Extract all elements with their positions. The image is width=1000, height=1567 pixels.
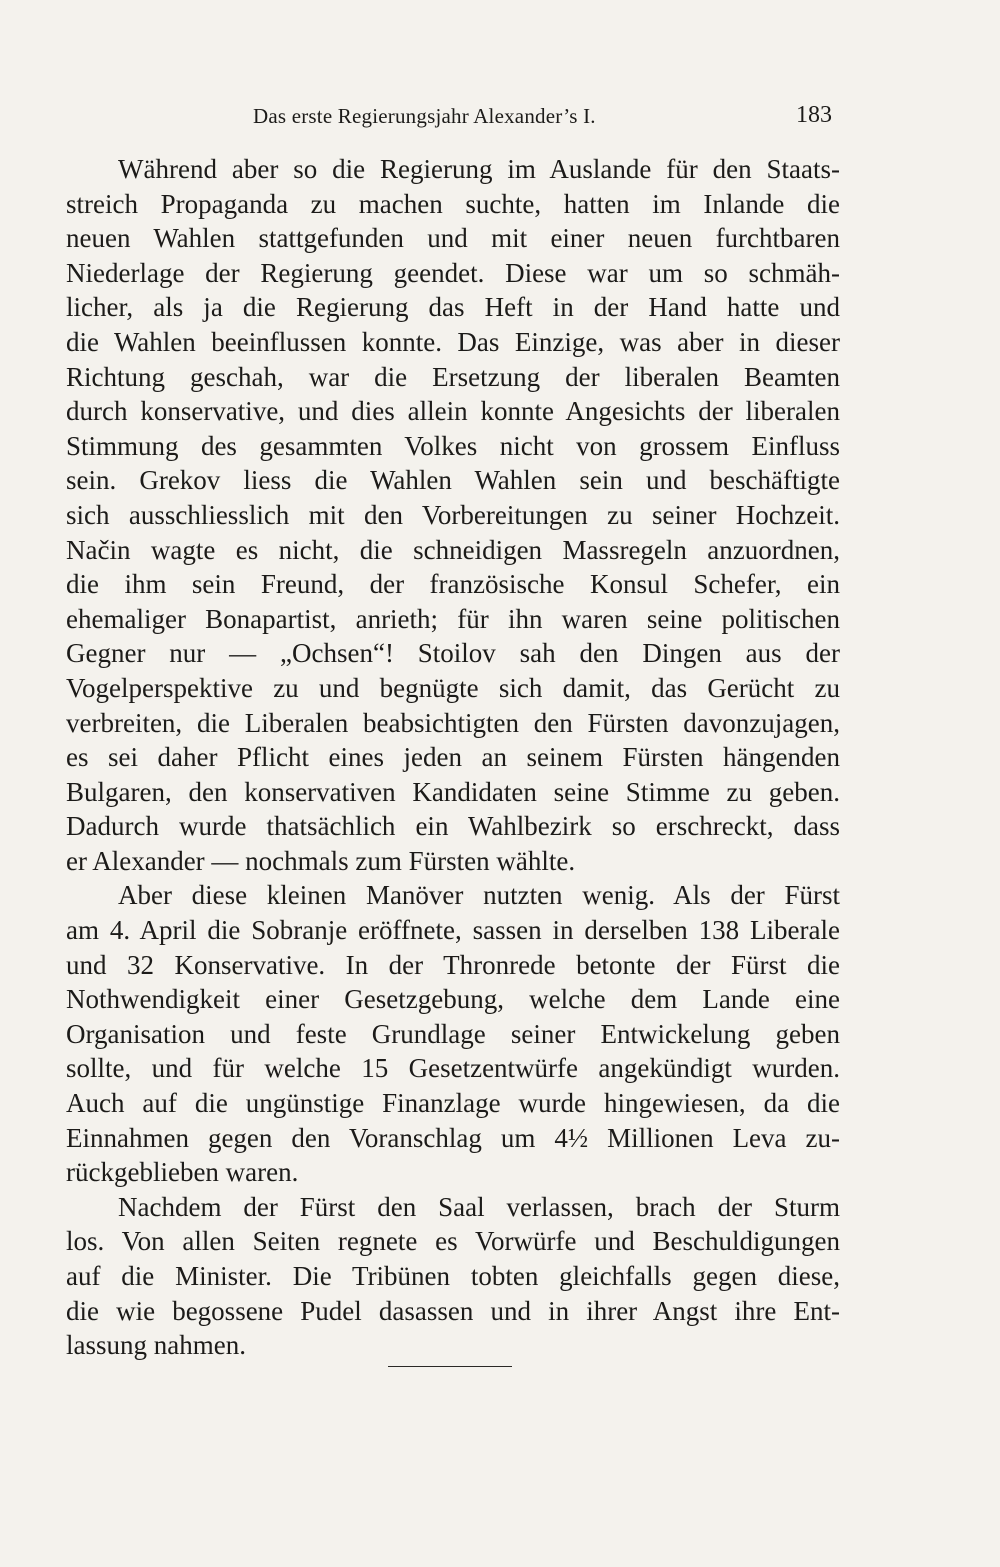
body-text	[66, 152, 840, 1363]
text-line: Gegner nur — „Ochsen“! Stoilov sah den Dingen aus der	[66, 638, 840, 669]
text-line: es sei daher Pflicht eines jeden an seinem Fürsten hängenden	[66, 742, 840, 773]
text-line: Način wagte es nicht, die schneidigen Massregeln anzuordnen,	[66, 534, 840, 565]
paragraph-3	[66, 1190, 840, 1363]
text-line: Richtung geschah, war die Ersetzung der liberalen Beamten	[66, 361, 840, 392]
text-line: sein. Grekov liess die Wahlen Wahlen sein und beschäftigte	[66, 465, 840, 496]
text-line: durch konservative, und dies allein konnte Angesichts der liberalen	[66, 396, 840, 427]
text-line: Aber diese kleinen Manöver nutzten wenig. Als der Fürst	[118, 880, 840, 911]
text-line: Niederlage der Regierung geendet. Diese war um so schmäh-	[66, 257, 840, 288]
text-line: streich Propaganda zu machen suchte, hatten im Inlande die	[66, 188, 840, 219]
text-line: Organisation und feste Grundlage seiner Entwickelung geben	[66, 1018, 840, 1049]
running-title: Das erste Regierungsjahr Alexander’s I.	[253, 104, 596, 128]
text-line: licher, als ja die Regierung das Heft in der Hand hatte und	[66, 292, 840, 323]
text-line: sich ausschliesslich mit den Vorbereitungen zu seiner Hochzeit.	[66, 499, 840, 530]
text-line: am 4. April die Sobranje eröffnete, sassen in derselben 138 Liberale	[66, 915, 840, 946]
text-line: und 32 Konservative. In der Thronrede betonte der Fürst die	[66, 949, 840, 980]
text-line: er Alexander — nochmals zum Fürsten wählte.	[66, 845, 576, 876]
text-line: verbreiten, die Liberalen beabsichtigten den Fürsten davonzujagen,	[66, 707, 840, 738]
text-line: Dadurch wurde thatsächlich ein Wahlbezirk so erschreckt, dass	[66, 811, 840, 842]
text-line: Auch auf die ungünstige Finanzlage wurde hingewiesen, da die	[66, 1088, 840, 1119]
text-line: die ihm sein Freund, der französische Konsul Schefer, ein	[66, 569, 840, 600]
text-line: rückgeblieben waren.	[66, 1157, 299, 1188]
paragraph-1	[66, 152, 840, 878]
text-line: Während aber so die Regierung im Auslande für den Staats-	[118, 154, 840, 184]
text-line: Stimmung des gesammten Volkes nicht von grossem Einfluss	[66, 430, 840, 461]
text-line: Bulgaren, den konservativen Kandidaten seine Stimme zu geben.	[66, 776, 840, 807]
text-line: die Wahlen beeinflussen konnte. Das Einzige, was aber in dieser	[66, 326, 840, 357]
text-line: Einnahmen gegen den Voranschlag um 4½ Millionen Leva zu-	[66, 1122, 840, 1153]
text-line: los. Von allen Seiten regnete es Vorwürfe und Beschuldigungen	[66, 1226, 840, 1257]
text-line: auf die Minister. Die Tribünen tobten gleichfalls gegen diese,	[66, 1261, 840, 1291]
running-head	[0, 100, 1000, 132]
text-line: Nothwendigkeit einer Gesetzgebung, welche dem Lande eine	[66, 984, 840, 1015]
text-line: neuen Wahlen stattgefunden und mit einer neuen furchtbaren	[66, 223, 840, 254]
text-line: sollte, und für welche 15 Gesetzentwürfe angekündigt wurden.	[66, 1053, 840, 1084]
paragraph-2	[66, 878, 840, 1189]
page-number: 183	[796, 102, 832, 128]
section-end-rule	[388, 1366, 512, 1367]
text-line: Nachdem der Fürst den Saal verlassen, brach der Sturm	[118, 1191, 840, 1222]
text-line: lassung nahmen.	[66, 1330, 246, 1361]
text-line: die wie begossene Pudel dasassen und in ihrer Angst ihre Ent-	[66, 1295, 840, 1326]
text-line: Vogelperspektive zu und begnügte sich damit, das Gerücht zu	[66, 672, 840, 703]
text-line: ehemaliger Bonapartist, anrieth; für ihn waren seine politischen	[66, 603, 840, 634]
